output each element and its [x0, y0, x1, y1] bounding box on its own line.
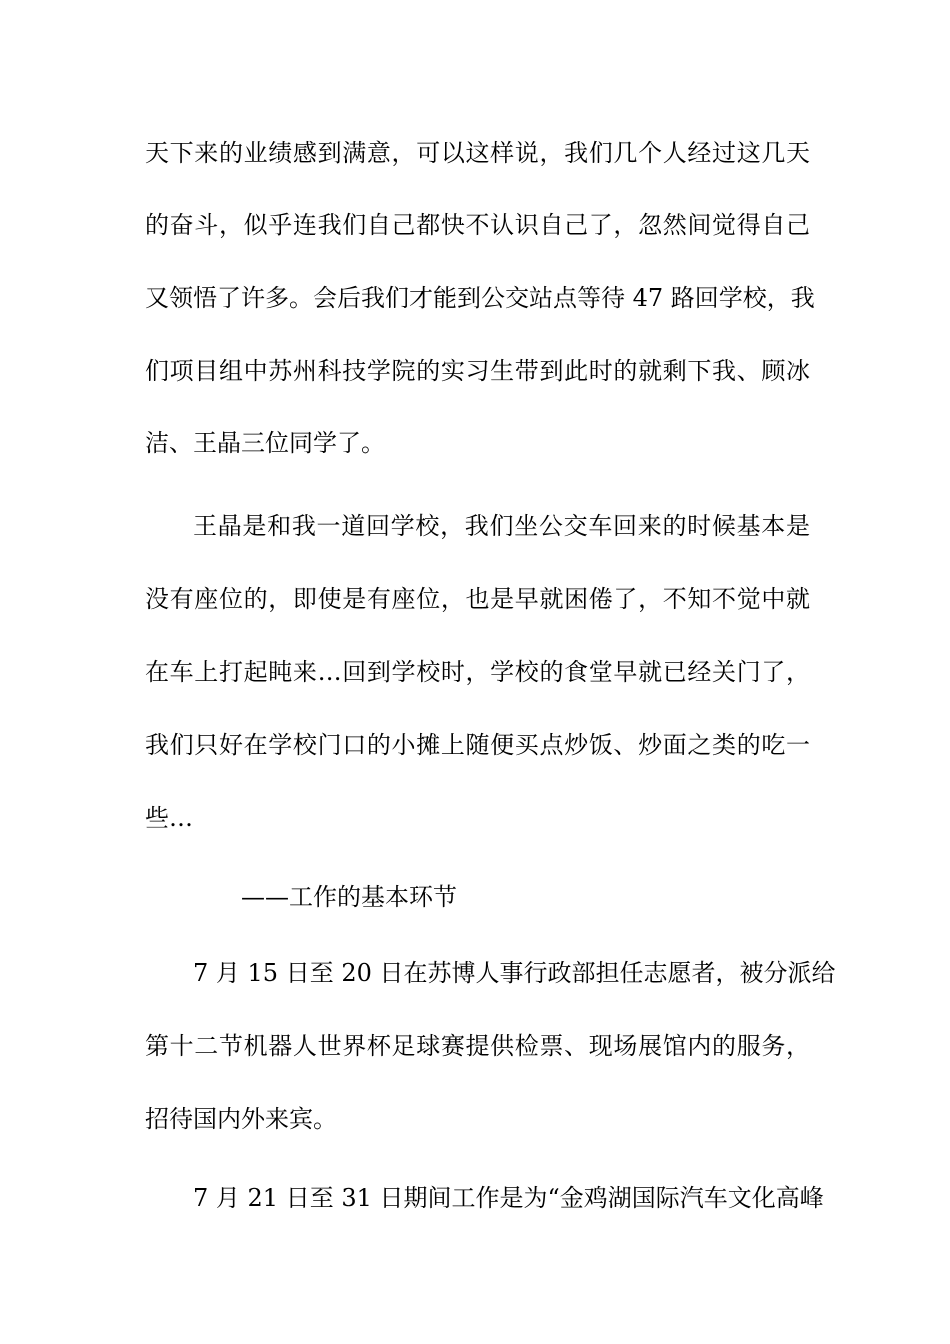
paragraph-1-line-4: 们项目组中苏州科技学院的实习生带到此时的就剩下我、顾冰 [145, 357, 810, 385]
paragraph-2-line-3: 在车上打起盹来…回到学校时，学校的食堂早就已经关门了， [145, 658, 810, 686]
paragraph-4-line-1: 7 月 21 日至 31 日期间工作是为“金鸡湖国际汽车文化高峰 [193, 1184, 824, 1212]
paragraph-2-line-1: 王晶是和我一道回学校，我们坐公交车回来的时候基本是 [193, 512, 810, 540]
paragraph-2-line-2: 没有座位的，即使是有座位，也是早就困倦了，不知不觉中就 [145, 585, 810, 613]
paragraph-1-line-2: 的奋斗，似乎连我们自己都快不认识自己了，忽然间觉得自己 [145, 211, 810, 239]
paragraph-3-line-2: 第十二节机器人世界杯足球赛提供检票、现场展馆内的服务， [145, 1032, 810, 1060]
paragraph-3-line-1: 7 月 15 日至 20 日在苏博人事行政部担任志愿者，被分派给 [193, 959, 836, 987]
paragraph-1-line-3: 又领悟了许多。会后我们才能到公交站点等待 47 路回学校，我 [145, 284, 815, 312]
paragraph-1-line-5: 洁、王晶三位同学了。 [145, 429, 385, 457]
section-heading: ——工作的基本环节 [241, 883, 457, 911]
paragraph-2-line-5: 些… [145, 804, 193, 832]
paragraph-1-line-1: 天下来的业绩感到满意，可以这样说，我们几个人经过这几天 [145, 139, 810, 167]
paragraph-3-line-3: 招待国内外来宾。 [145, 1105, 337, 1133]
paragraph-2-line-4: 我们只好在学校门口的小摊上随便买点炒饭、炒面之类的吃一 [145, 731, 810, 759]
